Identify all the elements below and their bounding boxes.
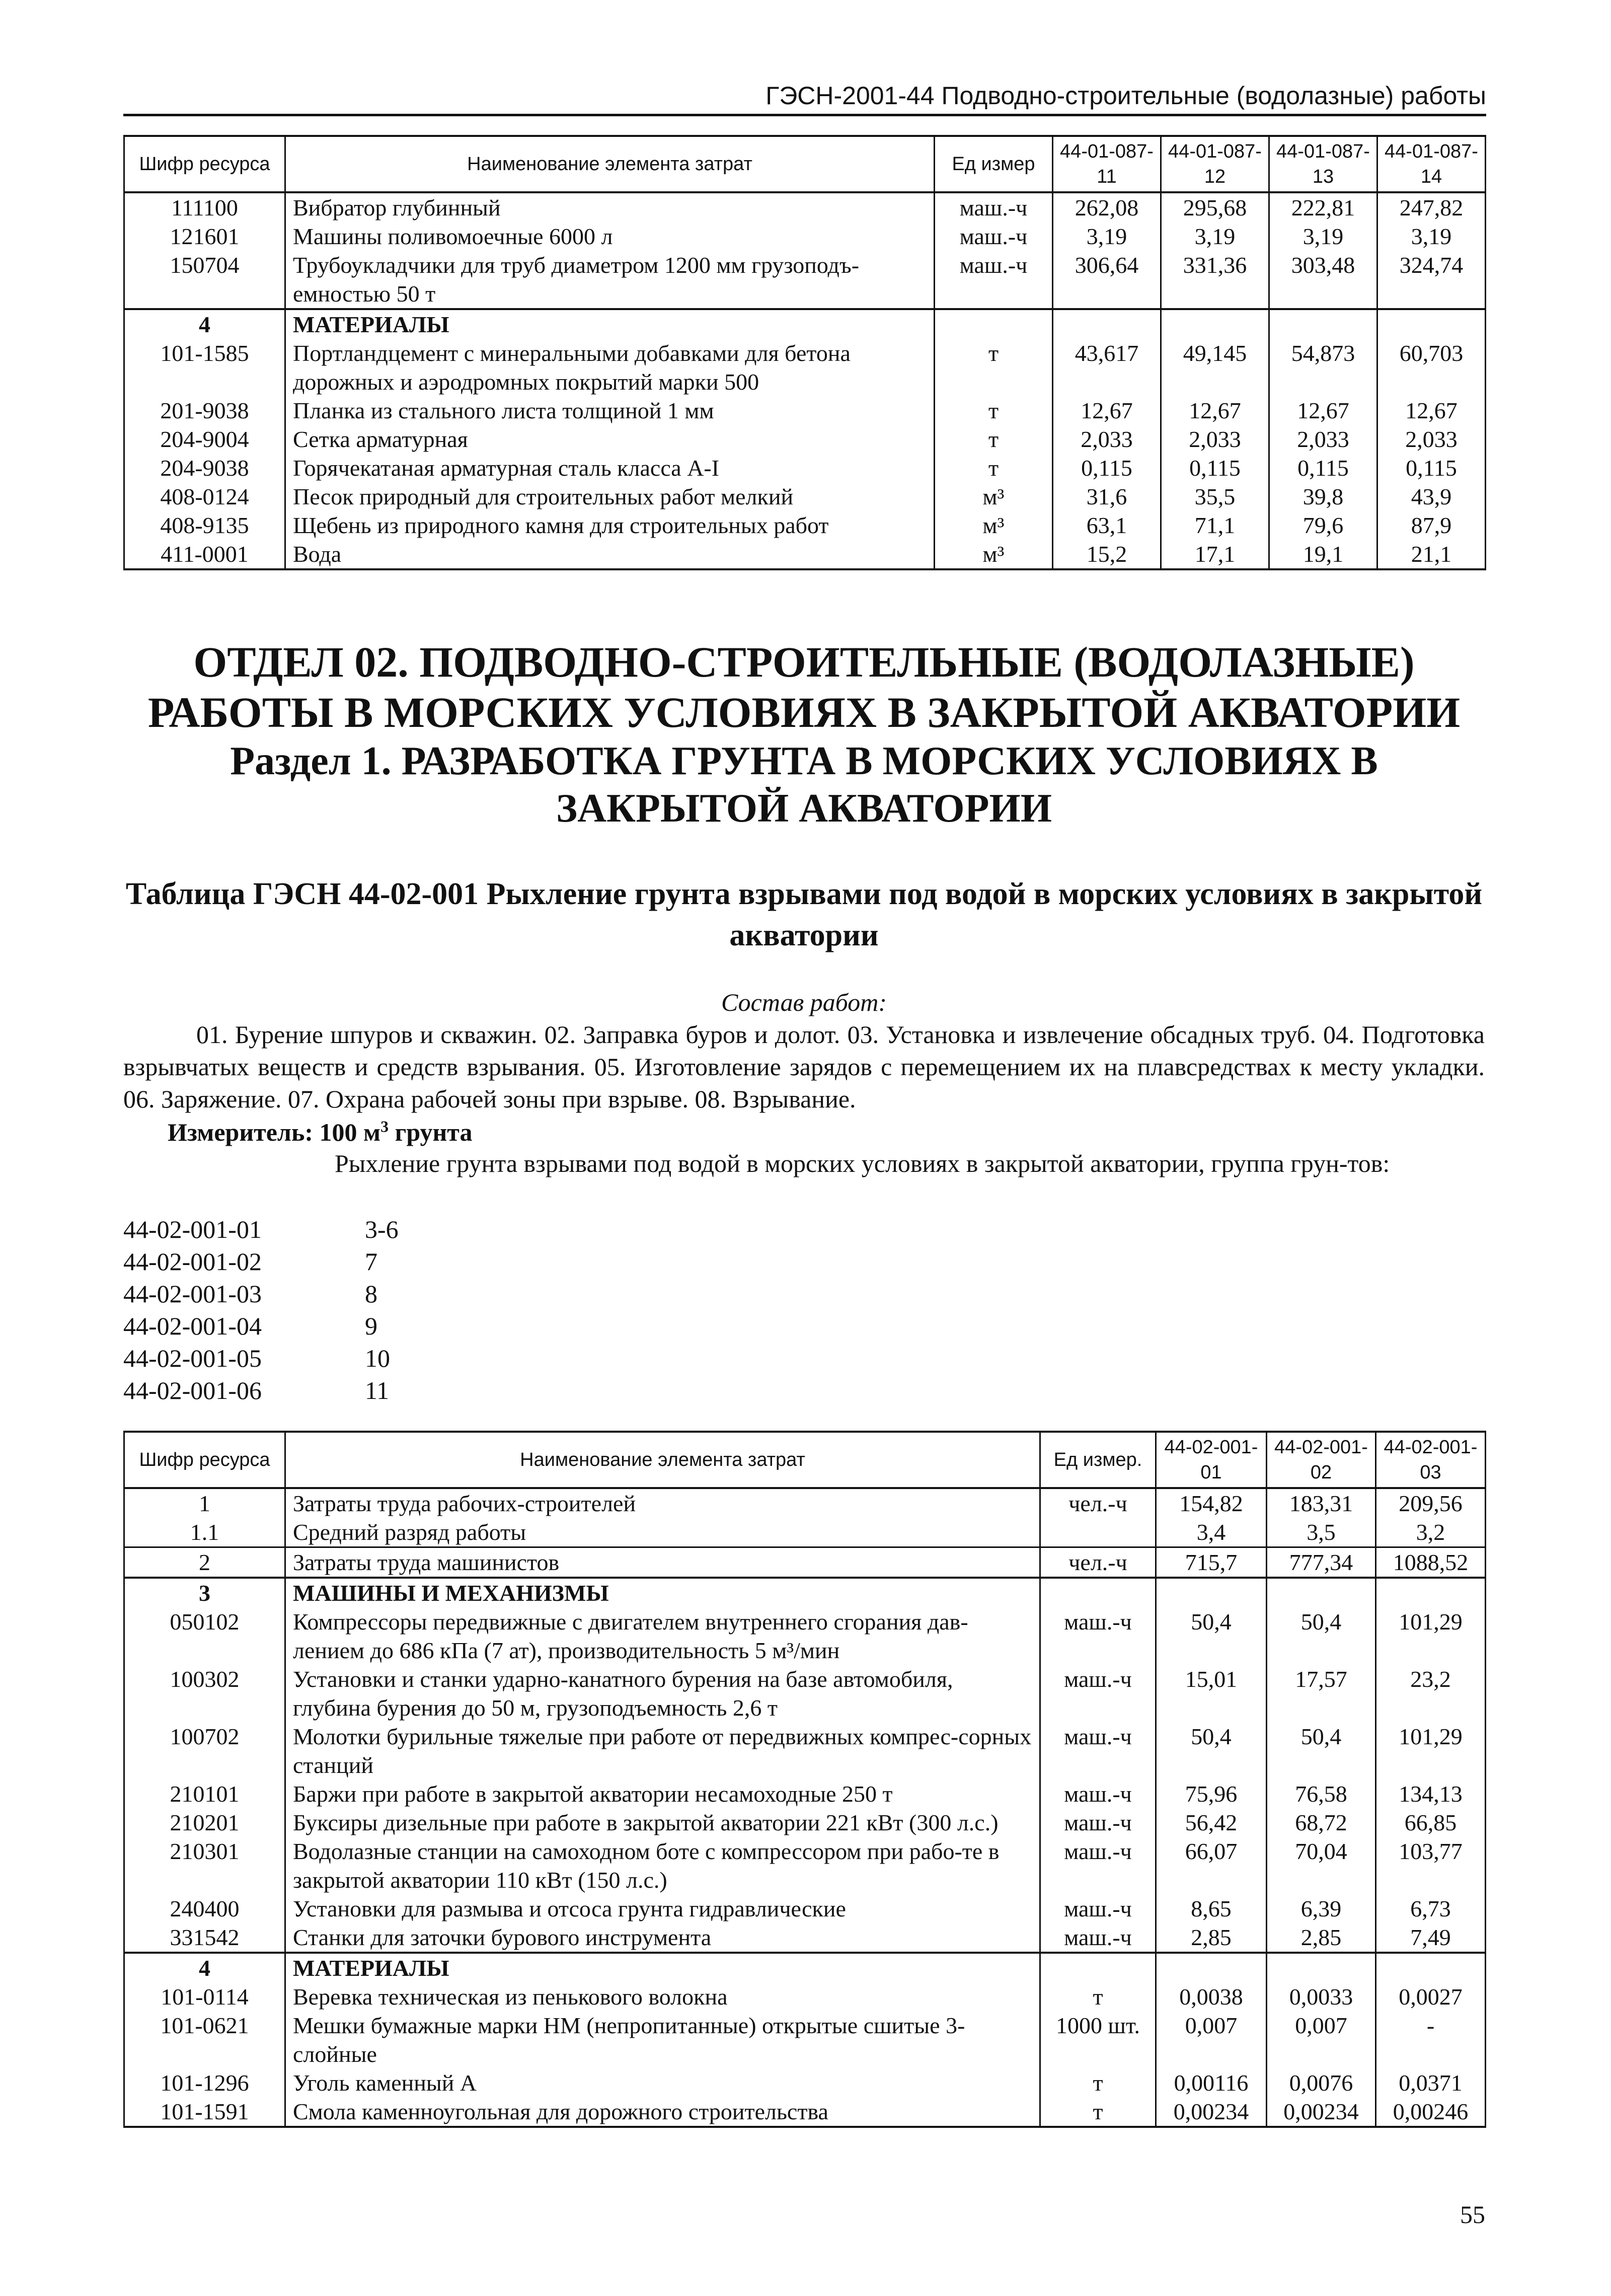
- measure-line: [168, 1117, 472, 1148]
- value-cell: 3,19: [1053, 222, 1161, 251]
- resource-code: 1: [124, 1488, 285, 1518]
- section-name: МАТЕРИАЛЫ: [285, 1953, 1040, 1982]
- resource-code: 210201: [124, 1808, 285, 1837]
- value-cell: 2,033: [1053, 425, 1161, 454]
- variant-code: 44-02-001-05: [123, 1344, 262, 1372]
- unit-cell: т: [935, 339, 1053, 396]
- value-cell: [1376, 1953, 1486, 1982]
- resource-code: 101-1591: [124, 2097, 285, 2127]
- value-cell: 60,703: [1377, 339, 1486, 396]
- resource-name: Вибратор глубинный: [285, 192, 935, 222]
- value-cell: 3,2: [1376, 1518, 1486, 1547]
- resource-code: 204-9038: [124, 454, 285, 482]
- value-cell: 0,115: [1053, 454, 1161, 482]
- value-cell: 71,1: [1161, 511, 1269, 540]
- unit-cell: м³: [935, 482, 1053, 511]
- unit-cell: т: [1040, 2068, 1156, 2097]
- table-row: [124, 1808, 1486, 1837]
- value-cell: 76,58: [1267, 1780, 1376, 1808]
- unit-cell: [935, 309, 1053, 339]
- measure-superscript: 3: [380, 1117, 389, 1136]
- value-cell: [1156, 1578, 1267, 1607]
- resource-name: Планка из стального листа толщиной 1 мм: [285, 396, 935, 425]
- work-composition-text: 01. Бурение шпуров и скважин. 02. Заправка буров и долот. 03. Установка и извлечение обсадных труб. 04. Подготовка взрывчатых веществ и средств взрывания. 05. Изготовление зарядов с перемещением их на плавсредствах к месту укладки. 06. Заряжение. 07. Охрана рабочей зоны при взрыве. 08. Взрывание.: [123, 1020, 1485, 1113]
- resource-name: Портландцемент с минеральными добавками для бетона дорожных и аэродромных покрытий марки 500: [285, 339, 935, 396]
- value-cell: 70,04: [1267, 1837, 1376, 1894]
- value-cell: 63,1: [1053, 511, 1161, 540]
- unit-cell: 1000 шт.: [1040, 2011, 1156, 2068]
- resource-name: Баржи при работе в закрытой акватории несамоходные 250 т: [285, 1780, 1040, 1808]
- value-cell: 715,7: [1156, 1547, 1267, 1578]
- subsection-title: Раздел 1. РАЗРАБОТКА ГРУНТА В МОРСКИХ УСЛОВИЯХ В ЗАКРЫТОЙ АКВАТОРИИ: [230, 739, 1378, 831]
- value-cell: 222,81: [1269, 192, 1377, 222]
- resource-code: 408-0124: [124, 482, 285, 511]
- value-cell: 0,007: [1267, 2011, 1376, 2068]
- resource-code: 101-1296: [124, 2068, 285, 2097]
- section-row: [124, 1953, 1486, 1982]
- table-title: Таблица ГЭСН 44-02-001 Рыхление грунта взрывами под водой в морских условиях в закрытой акватории: [125, 877, 1483, 952]
- table1-body: [124, 192, 1486, 569]
- value-cell: 54,873: [1269, 339, 1377, 396]
- value-cell: 303,48: [1269, 251, 1377, 309]
- value-cell: 66,07: [1156, 1837, 1267, 1894]
- variant-group: 11: [365, 1376, 390, 1404]
- resource-code: 101-1585: [124, 339, 285, 396]
- table-row: [124, 251, 1486, 309]
- value-cell: 324,74: [1377, 251, 1486, 309]
- value-cell: 50,4: [1156, 1607, 1267, 1665]
- value-cell: 209,56: [1376, 1488, 1486, 1518]
- table-row: [124, 1488, 1486, 1518]
- section-title: ОТДЕЛ 02. ПОДВОДНО-СТРОИТЕЛЬНЫЕ (ВОДОЛАЗНЫЕ) РАБОТЫ В МОРСКИХ УСЛОВИЯХ В ЗАКРЫТОЙ АКВАТОРИИ: [147, 638, 1461, 736]
- resource-name: Буксиры дизельные при работе в закрытой акватории 221 кВт (300 л.с.): [285, 1808, 1040, 1837]
- resource-name: Трубоукладчики для труб диаметром 1200 мм грузоподъ-емностью 50 т: [285, 251, 935, 309]
- resource-code: 411-0001: [124, 540, 285, 569]
- unit-cell: чел.-ч: [1040, 1488, 1156, 1518]
- value-cell: 777,34: [1267, 1547, 1376, 1578]
- table-row: [124, 1518, 1486, 1547]
- resource-code: 150704: [124, 251, 285, 309]
- section-number: 3: [124, 1578, 285, 1607]
- resource-code: 210301: [124, 1837, 285, 1894]
- value-cell: 19,1: [1269, 540, 1377, 569]
- value-cell: 75,96: [1156, 1780, 1267, 1808]
- value-cell: 134,13: [1376, 1780, 1486, 1808]
- table1-header-col2: 44-01-087-12: [1161, 136, 1269, 192]
- value-cell: 23,2: [1376, 1665, 1486, 1722]
- unit-cell: м³: [935, 540, 1053, 569]
- resource-code: 408-9135: [124, 511, 285, 540]
- table-row: [124, 1780, 1486, 1808]
- resource-code: 100302: [124, 1665, 285, 1722]
- resource-name: Смола каменноугольная для дорожного строительства: [285, 2097, 1040, 2127]
- section-number: 4: [124, 1953, 285, 1982]
- value-cell: 0,0033: [1267, 1982, 1376, 2011]
- variant-row: [123, 1245, 466, 1278]
- value-cell: 12,67: [1053, 396, 1161, 425]
- resource-name: Машины поливомоечные 6000 л: [285, 222, 935, 251]
- variant-row: [123, 1342, 466, 1374]
- table1-header-col1: 44-01-087-11: [1053, 136, 1161, 192]
- value-cell: 0,0038: [1156, 1982, 1267, 2011]
- value-cell: 0,00234: [1267, 2097, 1376, 2127]
- resource-code: 331542: [124, 1923, 285, 1953]
- value-cell: 0,00246: [1376, 2097, 1486, 2127]
- value-cell: 2,85: [1156, 1923, 1267, 1953]
- table1-header-code: Шифр ресурса: [124, 136, 285, 192]
- value-cell: 247,82: [1377, 192, 1486, 222]
- table-row: [124, 1982, 1486, 2011]
- resource-code: 240400: [124, 1894, 285, 1923]
- resource-name: Песок природный для строительных работ мелкий: [285, 482, 935, 511]
- resource-table-2: [123, 1431, 1486, 2128]
- value-cell: 0,00234: [1156, 2097, 1267, 2127]
- table-row: [124, 192, 1486, 222]
- value-cell: 68,72: [1267, 1808, 1376, 1837]
- value-cell: 31,6: [1053, 482, 1161, 511]
- table-row: [124, 396, 1486, 425]
- table-row: [124, 425, 1486, 454]
- value-cell: 43,617: [1053, 339, 1161, 396]
- value-cell: [1377, 309, 1486, 339]
- value-cell: 0,115: [1269, 454, 1377, 482]
- measure-value: 100 м: [319, 1118, 381, 1146]
- table1-header-col4: 44-01-087-14: [1377, 136, 1486, 192]
- section-row: [124, 1578, 1486, 1607]
- resource-name: Уголь каменный А: [285, 2068, 1040, 2097]
- unit-cell: маш.-ч: [935, 192, 1053, 222]
- variant-group: 7: [365, 1247, 377, 1276]
- value-cell: 35,5: [1161, 482, 1269, 511]
- value-cell: [1376, 1578, 1486, 1607]
- unit-cell: маш.-ч: [935, 251, 1053, 309]
- work-composition-title: Состав работ:: [721, 988, 887, 1016]
- resource-name: Установки и станки ударно-канатного бурения на базе автомобиля, глубина бурения до 50 м, грузоподъемность 2,6 т: [285, 1665, 1040, 1722]
- value-cell: [1267, 1953, 1376, 1982]
- value-cell: 101,29: [1376, 1722, 1486, 1780]
- resource-table-1: [123, 135, 1486, 570]
- value-cell: 0,0076: [1267, 2068, 1376, 2097]
- variant-row: [123, 1374, 466, 1406]
- table-row: [124, 482, 1486, 511]
- unit-cell: [1040, 1578, 1156, 1607]
- value-cell: [1267, 1578, 1376, 1607]
- unit-cell: т: [1040, 2097, 1156, 2127]
- table-row: [124, 1607, 1486, 1665]
- value-cell: 56,42: [1156, 1808, 1267, 1837]
- value-cell: 79,6: [1269, 511, 1377, 540]
- table1-header-name: Наименование элемента затрат: [285, 136, 935, 192]
- resource-name: Вода: [285, 540, 935, 569]
- resource-name: Мешки бумажные марки НМ (непропитанные) открытые сшитые 3-слойные: [285, 2011, 1040, 2068]
- value-cell: 331,36: [1161, 251, 1269, 309]
- value-cell: [1269, 309, 1377, 339]
- table-row: [124, 1923, 1486, 1953]
- value-cell: [1156, 1953, 1267, 1982]
- value-cell: 0,007: [1156, 2011, 1267, 2068]
- value-cell: 21,1: [1377, 540, 1486, 569]
- resource-name: Сетка арматурная: [285, 425, 935, 454]
- resource-name: Затраты труда машинистов: [285, 1547, 1040, 1578]
- value-cell: 2,033: [1377, 425, 1486, 454]
- measure-label: Измеритель:: [168, 1118, 314, 1146]
- value-cell: 50,4: [1267, 1722, 1376, 1780]
- unit-cell: [1040, 1953, 1156, 1982]
- resource-name: Станки для заточки бурового инструмента: [285, 1923, 1040, 1953]
- value-cell: 8,65: [1156, 1894, 1267, 1923]
- table2-header-col3: 44-02-001-03: [1376, 1432, 1486, 1488]
- table-row: [124, 1547, 1486, 1578]
- value-cell: 3,4: [1156, 1518, 1267, 1547]
- table2-header-code: Шифр ресурса: [124, 1432, 285, 1488]
- value-cell: 306,64: [1053, 251, 1161, 309]
- resource-code: 050102: [124, 1607, 285, 1665]
- value-cell: 3,19: [1377, 222, 1486, 251]
- unit-cell: маш.-ч: [1040, 1665, 1156, 1722]
- unit-cell: маш.-ч: [1040, 1894, 1156, 1923]
- value-cell: 17,57: [1267, 1665, 1376, 1722]
- resource-code: 204-9004: [124, 425, 285, 454]
- variant-code: 44-02-001-01: [123, 1215, 262, 1243]
- resource-name: Средний разряд работы: [285, 1518, 1040, 1547]
- table-row: [124, 1722, 1486, 1780]
- table-row: [124, 511, 1486, 540]
- table-row: [124, 1665, 1486, 1722]
- value-cell: 49,145: [1161, 339, 1269, 396]
- resource-name: Установки для размыва и отсоса грунта гидравлические: [285, 1894, 1040, 1923]
- value-cell: 7,49: [1376, 1923, 1486, 1953]
- value-cell: [1053, 309, 1161, 339]
- value-cell: 50,4: [1156, 1722, 1267, 1780]
- value-cell: 15,2: [1053, 540, 1161, 569]
- page-number: 55: [1460, 2200, 1485, 2229]
- table1-header-unit: Ед измер: [935, 136, 1053, 192]
- resource-name: Компрессоры передвижные с двигателем внутреннего сгорания дав-лением до 686 кПа (7 ат), производительность 5 м³/мин: [285, 1607, 1040, 1665]
- table-row: [124, 540, 1486, 569]
- value-cell: 1088,52: [1376, 1547, 1486, 1578]
- resource-code: 121601: [124, 222, 285, 251]
- table2-header-unit: Ед измер.: [1040, 1432, 1156, 1488]
- value-cell: 2,033: [1161, 425, 1269, 454]
- variant-group: 9: [365, 1312, 377, 1340]
- value-cell: 101,29: [1376, 1607, 1486, 1665]
- resource-name: Веревка техническая из пенькового волокна: [285, 1982, 1040, 2011]
- value-cell: 0,00116: [1156, 2068, 1267, 2097]
- variant-code: 44-02-001-02: [123, 1247, 262, 1276]
- value-cell: 12,67: [1269, 396, 1377, 425]
- resource-code: 1.1: [124, 1518, 285, 1547]
- unit-cell: маш.-ч: [1040, 1607, 1156, 1665]
- table-row: [124, 2097, 1486, 2127]
- unit-cell: маш.-ч: [1040, 1722, 1156, 1780]
- resource-name: Молотки бурильные тяжелые при работе от передвижных компрес-сорных станций: [285, 1722, 1040, 1780]
- variants-list: [123, 1213, 466, 1406]
- resource-code: 210101: [124, 1780, 285, 1808]
- unit-cell: маш.-ч: [1040, 1780, 1156, 1808]
- unit-cell: м³: [935, 511, 1053, 540]
- table2-header-col2: 44-02-001-02: [1267, 1432, 1376, 1488]
- value-cell: 12,67: [1161, 396, 1269, 425]
- table-row: [124, 2011, 1486, 2068]
- table2-body: [124, 1488, 1486, 2127]
- table2-header-col1: 44-02-001-01: [1156, 1432, 1267, 1488]
- unit-cell: маш.-ч: [935, 222, 1053, 251]
- unit-cell: чел.-ч: [1040, 1547, 1156, 1578]
- resource-name: Затраты труда рабочих-строителей: [285, 1488, 1040, 1518]
- running-head: ГЭСН-2001-44 Подводно-строительные (водолазные) работы: [123, 81, 1486, 116]
- value-cell: 12,67: [1377, 396, 1486, 425]
- unit-cell: маш.-ч: [1040, 1808, 1156, 1837]
- unit-cell: т: [935, 454, 1053, 482]
- resource-name: Щебень из природного камня для строительных работ: [285, 511, 935, 540]
- table-row: [124, 1894, 1486, 1923]
- variant-row: [123, 1310, 466, 1342]
- variant-group: 8: [365, 1280, 377, 1308]
- value-cell: 3,5: [1267, 1518, 1376, 1547]
- variant-group: 3-6: [365, 1215, 399, 1243]
- measure-unit: грунта: [395, 1118, 473, 1146]
- value-cell: 17,1: [1161, 540, 1269, 569]
- resource-code: 101-0621: [124, 2011, 285, 2068]
- value-cell: 0,115: [1377, 454, 1486, 482]
- table-row: [124, 222, 1486, 251]
- table-row: [124, 454, 1486, 482]
- value-cell: 2,033: [1269, 425, 1377, 454]
- value-cell: 15,01: [1156, 1665, 1267, 1722]
- value-cell: 2,85: [1267, 1923, 1376, 1953]
- resource-code: 101-0114: [124, 1982, 285, 2011]
- table2-header-name: Наименование элемента затрат: [285, 1432, 1040, 1488]
- variant-group: 10: [365, 1344, 390, 1372]
- table-row: [124, 339, 1486, 396]
- unit-cell: [1040, 1518, 1156, 1547]
- table1-header-col3: 44-01-087-13: [1269, 136, 1377, 192]
- value-cell: 3,19: [1161, 222, 1269, 251]
- value-cell: 6,39: [1267, 1894, 1376, 1923]
- unit-cell: т: [935, 425, 1053, 454]
- value-cell: 103,77: [1376, 1837, 1486, 1894]
- variant-row: [123, 1278, 466, 1310]
- variants-title: Рыхление грунта взрывами под водой в морских условиях в закрытой акватории, группа грун-тов:: [335, 1149, 1390, 1177]
- value-cell: 154,82: [1156, 1488, 1267, 1518]
- variant-row: [123, 1213, 466, 1245]
- table-row: [124, 2068, 1486, 2097]
- value-cell: [1161, 309, 1269, 339]
- resource-name: Горячекатаная арматурная сталь класса А-I: [285, 454, 935, 482]
- value-cell: 87,9: [1377, 511, 1486, 540]
- resource-code: 100702: [124, 1722, 285, 1780]
- value-cell: 43,9: [1377, 482, 1486, 511]
- table-row: [124, 1837, 1486, 1894]
- resource-code: 2: [124, 1547, 285, 1578]
- value-cell: 0,115: [1161, 454, 1269, 482]
- section-name: МАШИНЫ И МЕХАНИЗМЫ: [285, 1578, 1040, 1607]
- value-cell: 262,08: [1053, 192, 1161, 222]
- value-cell: -: [1376, 2011, 1486, 2068]
- variant-code: 44-02-001-04: [123, 1312, 262, 1340]
- variant-code: 44-02-001-03: [123, 1280, 262, 1308]
- variant-code: 44-02-001-06: [123, 1376, 262, 1404]
- value-cell: 6,73: [1376, 1894, 1486, 1923]
- unit-cell: маш.-ч: [1040, 1837, 1156, 1894]
- value-cell: 0,0371: [1376, 2068, 1486, 2097]
- value-cell: 50,4: [1267, 1607, 1376, 1665]
- section-number: 4: [124, 309, 285, 339]
- resource-name: Водолазные станции на самоходном боте с компрессором при рабо-те в закрытой акватории 110 кВт (150 л.с.): [285, 1837, 1040, 1894]
- value-cell: 39,8: [1269, 482, 1377, 511]
- value-cell: 295,68: [1161, 192, 1269, 222]
- resource-code: 201-9038: [124, 396, 285, 425]
- value-cell: 183,31: [1267, 1488, 1376, 1518]
- resource-code: 111100: [124, 192, 285, 222]
- unit-cell: т: [1040, 1982, 1156, 2011]
- section-name: МАТЕРИАЛЫ: [285, 309, 935, 339]
- section-row: [124, 309, 1486, 339]
- unit-cell: маш.-ч: [1040, 1923, 1156, 1953]
- value-cell: 3,19: [1269, 222, 1377, 251]
- unit-cell: т: [935, 396, 1053, 425]
- value-cell: 66,85: [1376, 1808, 1486, 1837]
- value-cell: 0,0027: [1376, 1982, 1486, 2011]
